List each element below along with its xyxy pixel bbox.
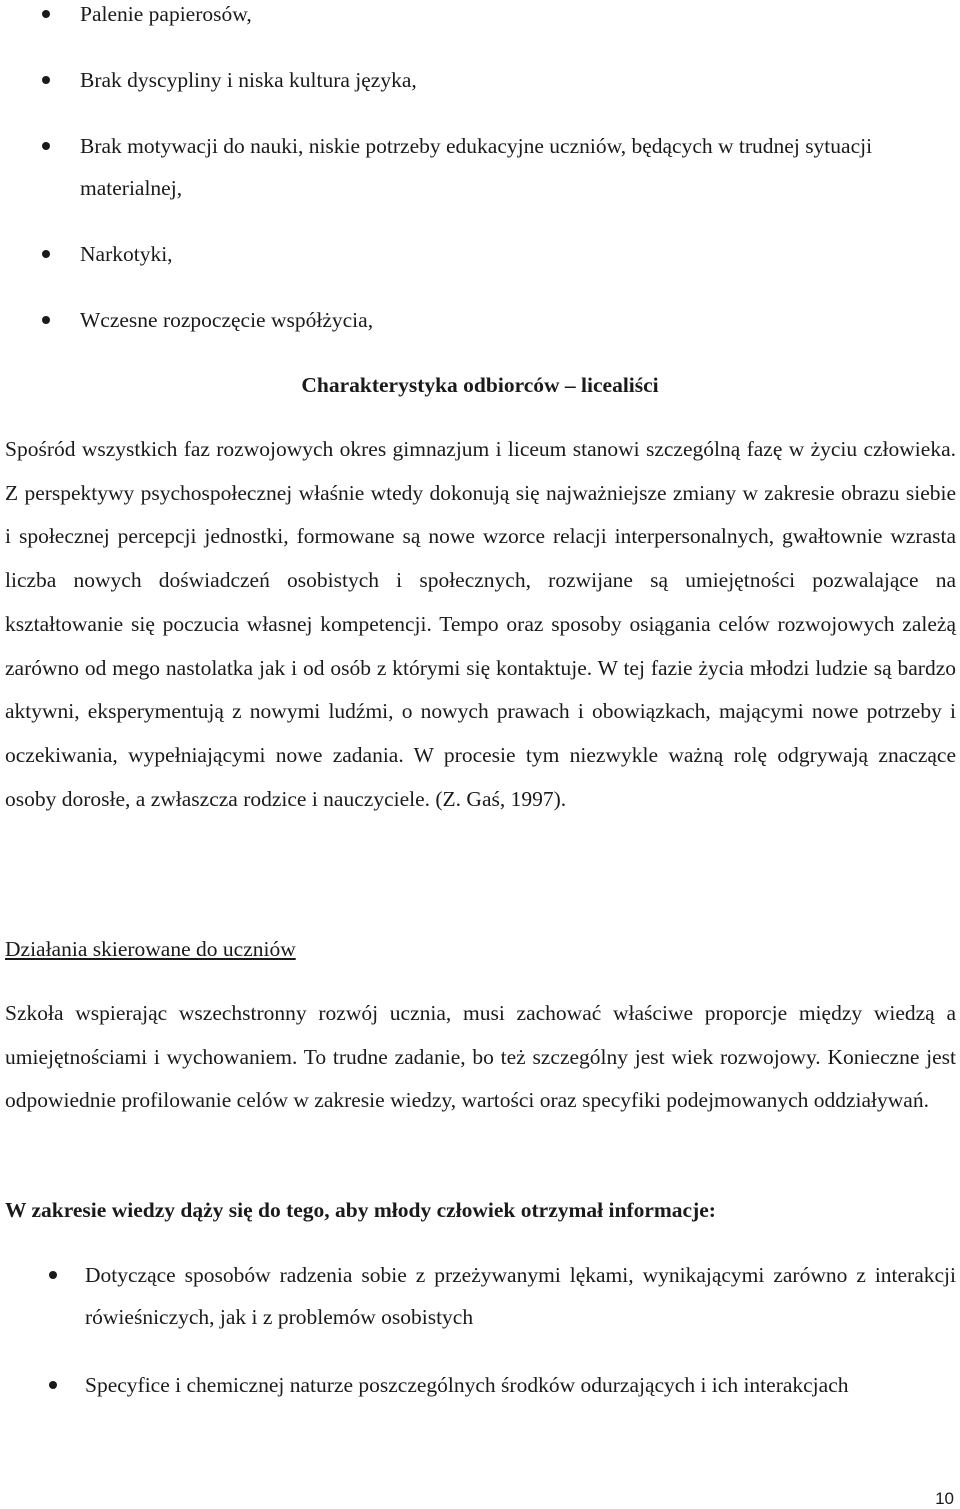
knowledge-list (0, 1254, 960, 1448)
list-item: Brak dyscypliny i niska kultura języka, (0, 59, 960, 101)
section-heading-audience: Charakterystyka odbiorców – licealiści (301, 373, 659, 397)
list-item: Palenie papierosów, (0, 0, 960, 35)
page-number: 10 (935, 1489, 954, 1508)
section-heading-knowledge: W zakresie wiedzy dąży się do tego, aby młody człowiek otrzymał informacje: (5, 1198, 716, 1222)
list-item: Narkotyki, (0, 233, 960, 275)
paragraph-school: Szkoła wspierając wszechstronny rozwój ucznia, musi zachować właściwe proporcje między wiedzą a umiejętnościami i wychowaniem. To trudne zadanie, bo też szczególny jest wiek rozwojowy. Konieczne jest odpowiednie profilowanie celów w zakresie wiedzy, wartości oraz specyfiki podejmowanych oddziaływań. (5, 1001, 956, 1113)
list-item: Dotyczące sposobów radzenia sobie z przeżywanymi lękami, wynikającymi zarówno z interakcji rówieśniczych, jak i z problemów osobistych (0, 1254, 960, 1338)
list-item: Wczesne rozpoczęcie współżycia, (0, 299, 960, 341)
list-item: Specyfice i chemicznej naturze poszczególnych środków odurzających i ich interakcjach (0, 1364, 960, 1448)
list-item: Brak motywacji do nauki, niskie potrzeby edukacyjne uczniów, będących w trudnej sytuacji materialnej, (0, 125, 930, 209)
paragraph-characteristics: Spośród wszystkich faz rozwojowych okres gimnazjum i liceum stanowi szczególną fazę w życiu człowieka. Z perspektywy psychospołecznej właśnie wtedy dokonują się najważniejsze zmiany w zakresie obrazu siebie i społecznej percepcji jednostki, formowane są nowe wzorce relacji interpersonalnych, gwałtownie wzrasta liczba nowych doświadczeń osobistych i społecznych, rozwijane są umiejętności pozwalające na kształtowanie się poczucia własnej kompetencji. Tempo oraz sposoby osiągania celów rozwojowych zależą zarówno od mego nastolatka jak i od osób z którymi się kontaktuje. W tej fazie życia młodzi ludzie są bardzo aktywni, eksperymentują z nowymi ludźmi, o nowych prawach i obowiązkach, mającymi nowe potrzeby i oczekiwania, wypełniającymi nowe zadania. W procesie tym niezwykle ważną rolę odgrywają znaczące osoby dorosłe, a zwłaszcza rodzice i nauczyciele. (Z. Gaś, 1997). (5, 437, 956, 811)
risk-factor-list (0, 0, 960, 341)
subheading-actions: Działania skierowane do uczniów (5, 937, 296, 961)
